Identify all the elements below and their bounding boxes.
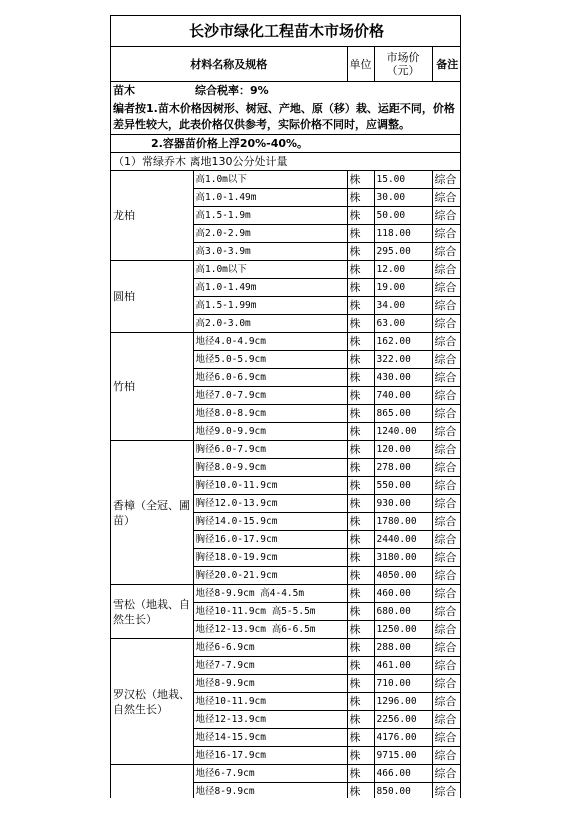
unit-cell: 株 <box>347 783 374 799</box>
spec-cell: 胸径14.0-15.9cm <box>193 513 347 531</box>
species-name: 罗汉松（地栽、自然生长） <box>111 639 193 765</box>
header-name-spec: 材料名称及规格 <box>111 47 347 82</box>
species-name: 香樟（全冠、圃苗） <box>111 441 193 585</box>
note1-row <box>111 99 461 135</box>
unit-cell: 株 <box>347 639 374 657</box>
price-cell: 466.00 <box>374 765 432 783</box>
spec-cell: 地径10-11.9cm 高5-5.5m <box>193 603 347 621</box>
remark-cell: 综合 <box>432 603 461 621</box>
remark-cell: 综合 <box>432 297 461 315</box>
unit-cell: 株 <box>347 387 374 405</box>
price-cell: 850.00 <box>374 783 432 799</box>
unit-cell: 株 <box>347 549 374 567</box>
header-row <box>111 47 461 82</box>
unit-cell: 株 <box>347 477 374 495</box>
remark-cell: 综合 <box>432 747 461 765</box>
unit-cell: 株 <box>347 729 374 747</box>
remark-cell: 综合 <box>432 513 461 531</box>
table-row <box>111 261 461 279</box>
remark-cell: 综合 <box>432 423 461 441</box>
title-row <box>111 16 461 47</box>
spec-cell: 高1.0m以下 <box>193 171 347 189</box>
spec-cell: 高3.0-3.9m <box>193 243 347 261</box>
section-tax: 综合税率：9% <box>195 84 269 97</box>
unit-cell: 株 <box>347 531 374 549</box>
spec-cell: 地径6-6.9cm <box>193 639 347 657</box>
unit-cell: 株 <box>347 225 374 243</box>
remark-cell: 综合 <box>432 585 461 603</box>
remark-cell: 综合 <box>432 315 461 333</box>
table-row <box>111 171 461 189</box>
price-cell: 50.00 <box>374 207 432 225</box>
price-cell: 460.00 <box>374 585 432 603</box>
unit-cell: 株 <box>347 675 374 693</box>
price-cell: 15.00 <box>374 171 432 189</box>
header-unit: 单位 <box>347 47 374 82</box>
remark-cell: 综合 <box>432 279 461 297</box>
price-cell: 2256.00 <box>374 711 432 729</box>
remark-cell: 综合 <box>432 171 461 189</box>
price-cell: 9715.00 <box>374 747 432 765</box>
remark-cell: 综合 <box>432 729 461 747</box>
spec-cell: 高1.5-1.9m <box>193 207 347 225</box>
header-remark: 备注 <box>432 47 461 82</box>
unit-cell: 株 <box>347 513 374 531</box>
price-cell: 1250.00 <box>374 621 432 639</box>
table-row <box>111 441 461 459</box>
unit-cell: 株 <box>347 693 374 711</box>
section-row <box>111 82 461 100</box>
remark-cell: 综合 <box>432 639 461 657</box>
spec-cell: 地径7-7.9cm <box>193 657 347 675</box>
unit-cell: 株 <box>347 459 374 477</box>
price-cell: 295.00 <box>374 243 432 261</box>
price-cell: 680.00 <box>374 603 432 621</box>
price-cell: 12.00 <box>374 261 432 279</box>
unit-cell: 株 <box>347 171 374 189</box>
remark-cell: 综合 <box>432 243 461 261</box>
spec-cell: 地径9.0-9.9cm <box>193 423 347 441</box>
unit-cell: 株 <box>347 351 374 369</box>
spec-cell: 胸径18.0-19.9cm <box>193 549 347 567</box>
unit-cell: 株 <box>347 441 374 459</box>
price-cell: 550.00 <box>374 477 432 495</box>
unit-cell: 株 <box>347 207 374 225</box>
spec-cell: 地径5.0-5.9cm <box>193 351 347 369</box>
remark-cell: 综合 <box>432 567 461 585</box>
spec-cell: 高1.0-1.49m <box>193 189 347 207</box>
price-cell: 322.00 <box>374 351 432 369</box>
price-cell: 3180.00 <box>374 549 432 567</box>
unit-cell: 株 <box>347 297 374 315</box>
spec-cell: 胸径20.0-21.9cm <box>193 567 347 585</box>
price-cell: 430.00 <box>374 369 432 387</box>
spec-cell: 地径6-7.9cm <box>193 765 347 783</box>
price-cell: 4050.00 <box>374 567 432 585</box>
unit-cell: 株 <box>347 261 374 279</box>
species-name: 竹柏 <box>111 333 193 441</box>
remark-cell: 综合 <box>432 531 461 549</box>
editor-note-2: 2.容器苗价格上浮20%-40%。 <box>151 137 309 150</box>
price-cell: 461.00 <box>374 657 432 675</box>
spec-cell: 地径7.0-7.9cm <box>193 387 347 405</box>
species-name: 龙柏 <box>111 171 193 261</box>
page-title: 长沙市绿化工程苗木市场价格 <box>111 16 461 47</box>
spec-cell: 地径8.0-8.9cm <box>193 405 347 423</box>
species-name: 雪松（地栽、自然生长） <box>111 585 193 639</box>
price-cell: 19.00 <box>374 279 432 297</box>
remark-cell: 综合 <box>432 387 461 405</box>
table-row <box>111 639 461 657</box>
remark-cell: 综合 <box>432 405 461 423</box>
category-row <box>111 153 461 171</box>
remark-cell: 综合 <box>432 459 461 477</box>
remark-cell: 综合 <box>432 351 461 369</box>
spec-cell: 地径8-9.9cm 高4-4.5m <box>193 585 347 603</box>
price-cell: 865.00 <box>374 405 432 423</box>
unit-cell: 株 <box>347 405 374 423</box>
unit-cell: 株 <box>347 243 374 261</box>
price-cell: 63.00 <box>374 315 432 333</box>
spec-cell: 高2.0-2.9m <box>193 225 347 243</box>
header-price: 市场价（元） <box>374 47 432 82</box>
spec-cell: 地径14-15.9cm <box>193 729 347 747</box>
price-cell: 4176.00 <box>374 729 432 747</box>
spec-cell: 地径16-17.9cm <box>193 747 347 765</box>
remark-cell: 综合 <box>432 207 461 225</box>
remark-cell: 综合 <box>432 711 461 729</box>
spec-cell: 胸径10.0-11.9cm <box>193 477 347 495</box>
price-cell: 1240.00 <box>374 423 432 441</box>
price-cell: 120.00 <box>374 441 432 459</box>
price-sheet <box>110 15 461 798</box>
unit-cell: 株 <box>347 711 374 729</box>
remark-cell: 综合 <box>432 333 461 351</box>
unit-cell: 株 <box>347 603 374 621</box>
remark-cell: 综合 <box>432 675 461 693</box>
remark-cell: 综合 <box>432 657 461 675</box>
unit-cell: 株 <box>347 585 374 603</box>
editor-note-1: 编者按1.苗木价格因树形、树冠、产地、原（移）栽、运距不同，价格差异性较大，此表价格仅供参考，实际价格不同时，应调整。 <box>111 99 461 135</box>
spec-cell: 地径12-13.9cm <box>193 711 347 729</box>
remark-cell: 综合 <box>432 477 461 495</box>
unit-cell: 株 <box>347 765 374 783</box>
spec-cell: 胸径12.0-13.9cm <box>193 495 347 513</box>
unit-cell: 株 <box>347 495 374 513</box>
spec-cell: 地径6.0-6.9cm <box>193 369 347 387</box>
remark-cell: 综合 <box>432 783 461 799</box>
unit-cell: 株 <box>347 621 374 639</box>
price-cell: 278.00 <box>374 459 432 477</box>
unit-cell: 株 <box>347 567 374 585</box>
unit-cell: 株 <box>347 189 374 207</box>
price-cell: 710.00 <box>374 675 432 693</box>
spec-cell: 地径8-9.9cm <box>193 675 347 693</box>
remark-cell: 综合 <box>432 765 461 783</box>
unit-cell: 株 <box>347 423 374 441</box>
spec-cell: 地径12-13.9cm 高6-6.5m <box>193 621 347 639</box>
price-cell: 30.00 <box>374 189 432 207</box>
remark-cell: 综合 <box>432 549 461 567</box>
note2-row <box>111 135 461 153</box>
unit-cell: 株 <box>347 747 374 765</box>
price-cell: 288.00 <box>374 639 432 657</box>
price-cell: 1780.00 <box>374 513 432 531</box>
table-row <box>111 585 461 603</box>
price-cell: 1296.00 <box>374 693 432 711</box>
price-cell: 2440.00 <box>374 531 432 549</box>
price-cell: 740.00 <box>374 387 432 405</box>
unit-cell: 株 <box>347 657 374 675</box>
remark-cell: 综合 <box>432 261 461 279</box>
spec-cell: 胸径16.0-17.9cm <box>193 531 347 549</box>
spec-cell: 地径8-9.9cm <box>193 783 347 799</box>
spec-cell: 胸径8.0-9.9cm <box>193 459 347 477</box>
section-label: 苗木 <box>113 84 135 97</box>
remark-cell: 综合 <box>432 189 461 207</box>
price-cell: 930.00 <box>374 495 432 513</box>
unit-cell: 株 <box>347 369 374 387</box>
price-cell: 162.00 <box>374 333 432 351</box>
price-table <box>111 16 461 798</box>
unit-cell: 株 <box>347 315 374 333</box>
spec-cell: 地径10-11.9cm <box>193 693 347 711</box>
remark-cell: 综合 <box>432 621 461 639</box>
remark-cell: 综合 <box>432 369 461 387</box>
spec-cell: 高1.0-1.49m <box>193 279 347 297</box>
price-cell: 118.00 <box>374 225 432 243</box>
table-row <box>111 333 461 351</box>
species-name: 圆柏 <box>111 261 193 333</box>
spec-cell: 高1.0m以下 <box>193 261 347 279</box>
category-label: （1）常绿乔木 离地130公分处计量 <box>111 153 461 171</box>
spec-cell: 地径4.0-4.9cm <box>193 333 347 351</box>
species-name <box>111 765 193 799</box>
spec-cell: 胸径6.0-7.9cm <box>193 441 347 459</box>
unit-cell: 株 <box>347 279 374 297</box>
remark-cell: 综合 <box>432 441 461 459</box>
remark-cell: 综合 <box>432 495 461 513</box>
price-cell: 34.00 <box>374 297 432 315</box>
remark-cell: 综合 <box>432 693 461 711</box>
table-row <box>111 765 461 783</box>
spec-cell: 高1.5-1.99m <box>193 297 347 315</box>
unit-cell: 株 <box>347 333 374 351</box>
remark-cell: 综合 <box>432 225 461 243</box>
spec-cell: 高2.0-3.0m <box>193 315 347 333</box>
